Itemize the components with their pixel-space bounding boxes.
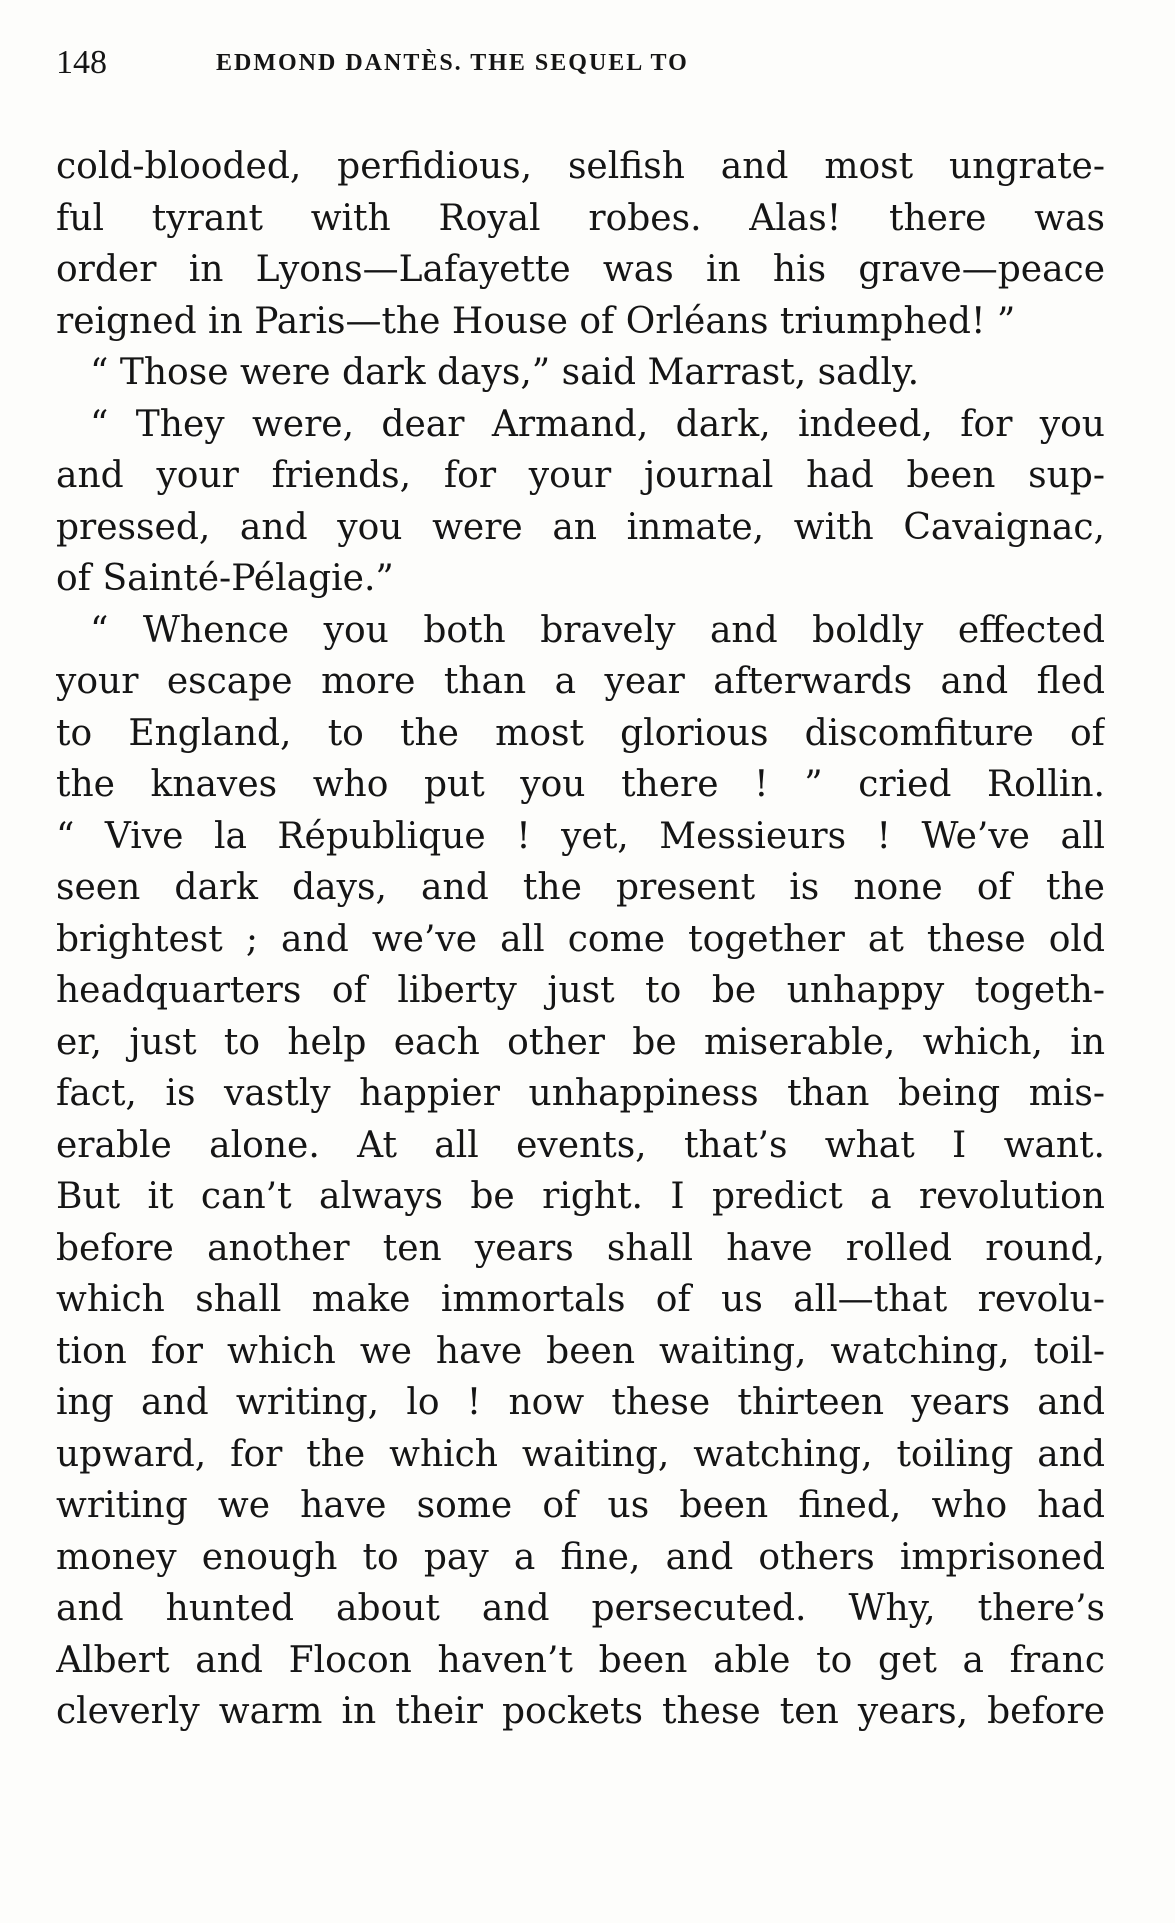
text-line: reigned in Paris—the House of Orléans triumphed! ” — [56, 300, 1016, 342]
text-line: “ Those were dark days,” said Marrast, sadly. — [90, 352, 920, 393]
text-line: writing we have some of us been fined, who had — [56, 1485, 1105, 1526]
text-line: tion for which we have been waiting, watching, toil- — [56, 1330, 1105, 1372]
text-line: the knaves who put you there ! ” cried Rollin. — [56, 764, 1105, 805]
text-line: er, just to help each other be miserable, which, in — [56, 1021, 1105, 1063]
text-line: to England, to the most glorious discomfiture of — [56, 712, 1105, 754]
text-line: headquarters of liberty just to be unhappy togeth- — [56, 970, 1105, 1011]
text-line: brightest ; and we’ve all come together at these old — [56, 918, 1105, 960]
text-line: which shall make immortals of us all—that revolu- — [56, 1279, 1105, 1320]
text-line: order in Lyons—Lafayette was in his grave—peace — [56, 249, 1105, 290]
text-line: cold-blooded, perfidious, selfish and most ungrate- — [56, 146, 1105, 187]
text-line: Albert and Flocon haven’t been able to get a franc — [56, 1639, 1105, 1681]
running-title: EDMOND DANTÈS. THE SEQUEL TO — [216, 50, 689, 76]
text-line: cleverly warm in their pockets these ten years, before — [56, 1691, 1105, 1732]
text-line: erable alone. At all events, that’s what I want. — [56, 1124, 1105, 1166]
text-line: money enough to pay a fine, and others imprisoned — [56, 1536, 1105, 1578]
text-line: “ They were, dear Armand, dark, indeed, for you — [90, 403, 1105, 445]
page-number: 148 — [56, 44, 107, 81]
text-line: and hunted about and persecuted. Why, there’s — [56, 1588, 1105, 1629]
text-line: But it can’t always be right. I predict a revolution — [56, 1176, 1105, 1217]
text-line: “ Vive la République ! yet, Messieurs ! We’ve all — [56, 815, 1105, 857]
body-text — [56, 141, 1105, 1738]
text-line: your escape more than a year afterwards and fled — [56, 661, 1105, 702]
text-line: pressed, and you were an inmate, with Cavaignac, — [56, 506, 1105, 548]
text-line: ful tyrant with Royal robes. Alas! there was — [56, 197, 1105, 239]
running-head — [56, 44, 1106, 88]
text-line: seen dark days, and the present is none of the — [56, 867, 1105, 908]
text-line: upward, for the which waiting, watching, toiling and — [56, 1433, 1105, 1475]
text-line: before another ten years shall have rolled round, — [56, 1227, 1105, 1269]
text-line: and your friends, for your journal had been sup- — [56, 455, 1105, 496]
text-line: “ Whence you both bravely and boldly effected — [90, 609, 1105, 651]
text-line: fact, is vastly happier unhappiness than being mis- — [56, 1073, 1105, 1114]
text-line: of Sainté-Pélagie.” — [56, 558, 394, 599]
text-line: ing and writing, lo ! now these thirteen years and — [56, 1382, 1105, 1423]
